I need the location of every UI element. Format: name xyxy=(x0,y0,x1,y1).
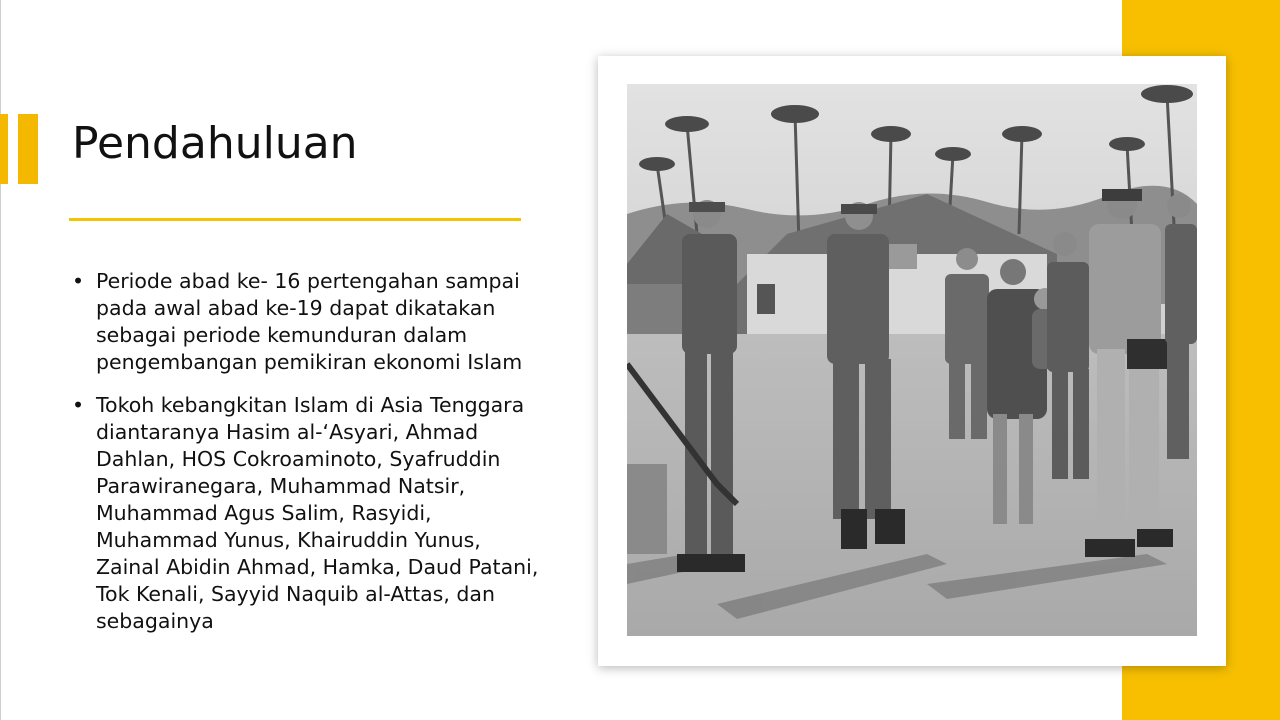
slide-title: Pendahuluan xyxy=(72,118,358,169)
bullet-dot: • xyxy=(72,393,85,417)
accent-stripe-wide xyxy=(18,114,38,184)
bullet-list xyxy=(72,268,542,651)
bullet-text: Periode abad ke- 16 pertengahan sampai pada awal abad ke-19 dapat dikatakan sebagai periode kemunduran dalam pengembangan pemikiran ekonomi Islam xyxy=(96,269,523,374)
photo-frame xyxy=(598,56,1226,666)
bullet-dot: • xyxy=(72,269,85,293)
title-underline xyxy=(69,218,521,221)
slide-edge xyxy=(0,0,1,720)
historical-photo-icon xyxy=(627,84,1197,636)
accent-stripe-thin xyxy=(0,114,8,184)
bullet-text: Tokoh kebangkitan Islam di Asia Tenggara diantaranya Hasim al-‘Asyari, Ahmad Dahlan, HOS Cokroaminoto, Syafruddin Parawiranegara, Muhammad Natsir, Muhammad Agus Salim, Rasyidi, Muhammad Yunus, Khairuddin Yunus, Zainal Abidin Ahmad, Hamka, Daud Patani, Tok Kenali, Sayyid Naquib al-Attas, dan sebagainya xyxy=(96,393,539,633)
title-accent-bar xyxy=(0,114,38,184)
bullet-item xyxy=(72,392,542,635)
bullet-item xyxy=(72,268,542,376)
